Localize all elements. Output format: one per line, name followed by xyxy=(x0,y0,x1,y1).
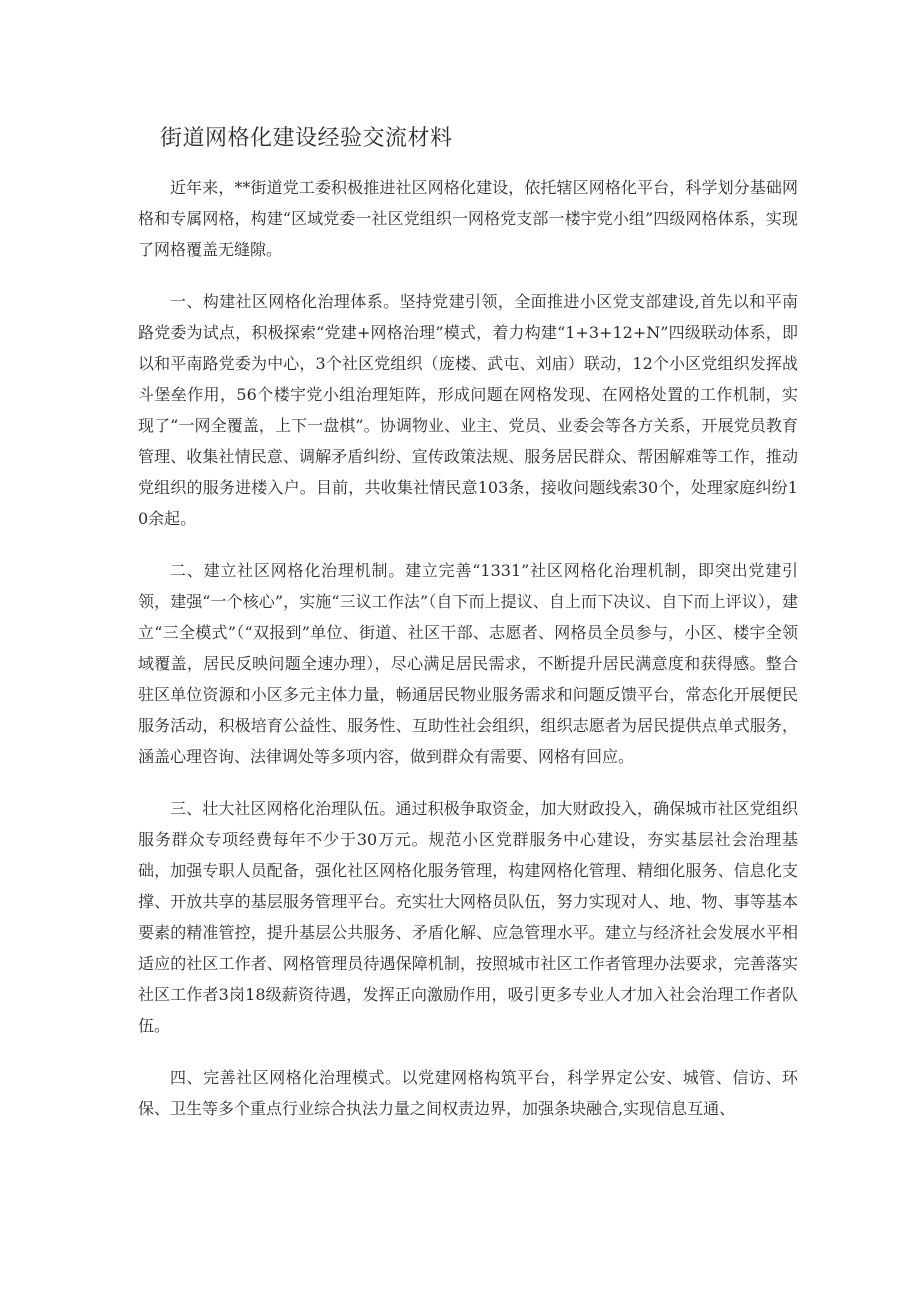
section-3-paragraph: 三、壮大社区网格化治理队伍。通过积极争取资金，加大财政投入，确保城市社区党组织服务群众专项经费每年不少于30万元。规范小区党群服务中心建设，夯实基层社会治理基础，加强专职人员配备，强化社区网格化服务管理，构建网格化管理、精细化服务、信息化支撑、开放共享的基层服务管理平台。充实壮大网格员队伍，努力实现对人、地、物、事等基本要素的精准管控，提升基层公共服务、矛盾化解、应急管理水平。建立与经济社会发展水平相适应的社区工作者、网格管理员待遇保障机制，按照城市社区工作者管理办法要求，完善落实社区工作者3岗18级薪资待遇，发挥正向激励作用，吸引更多专业人才加入社会治理工作者队伍。 xyxy=(138,799,798,1035)
section-1-paragraph: 一、构建社区网格化治理体系。坚持党建引领，全面推进小区党支部建设,首先以和平南路党委为试点，积极探索“党建+网格治理”模式，着力构建“1+3+12+N”四级联动体系，即以和平南路党委为中心，3个社区党组织（庞楼、武屯、刘庙）联动，12个小区党组织发挥战斗堡垒作用，56个楼宇党小组治理矩阵，形成问题在网格发现、在网格处置的工作机制，实现了“一网全覆盖，上下一盘棋”。协调物业、业主、党员、业委会等各方关系，开展党员教育管理、收集社情民意、调解矛盾纠纷、宣传政策法规、服务居民群众、帮困解难等工作，推动党组织的服务进楼入户。目前，共收集社情民意103条，接收问题线索30个，处理家庭纠纷10余起。 xyxy=(138,292,798,528)
document-body xyxy=(138,172,798,1145)
document-title: 街道网格化建设经验交流材料 xyxy=(160,126,453,151)
section-2-paragraph: 二、建立社区网格化治理机制。建立完善“1331”社区网格化治理机制，即突出党建引领，建强“一个核心”，实施“三议工作法”（自下而上提议、自上而下决议、自下而上评议），建立“三全模式”（“双报到”单位、街道、社区干部、志愿者、网格员全员参与，小区、楼宇全领域覆盖，居民反映问题全速办理），尽心满足居民需求，不断提升居民满意度和获得感。整合驻区单位资源和小区多元主体力量，畅通居民物业服务需求和问题反馈平台，常态化开展便民服务活动，积极培育公益性、服务性、互助性社会组织，组织志愿者为居民提供点单式服务，涵盖心理咨询、法律调处等多项内容，做到群众有需要、网格有回应。 xyxy=(138,561,798,766)
intro-paragraph: 近年来，**街道党工委积极推进社区网格化建设，依托辖区网格化平台，科学划分基础网格和专属网格，构建“区域党委一社区党组织一网格党支部一楼宇党小组”四级网格体系，实现了网格覆盖无缝隙。 xyxy=(138,178,798,259)
section-4-paragraph: 四、完善社区网格化治理模式。以党建网格构筑平台，科学界定公安、城管、信访、环保、卫生等多个重点行业综合执法力量之间权责边界，加强条块融合,实现信息互通、 xyxy=(138,1068,798,1118)
